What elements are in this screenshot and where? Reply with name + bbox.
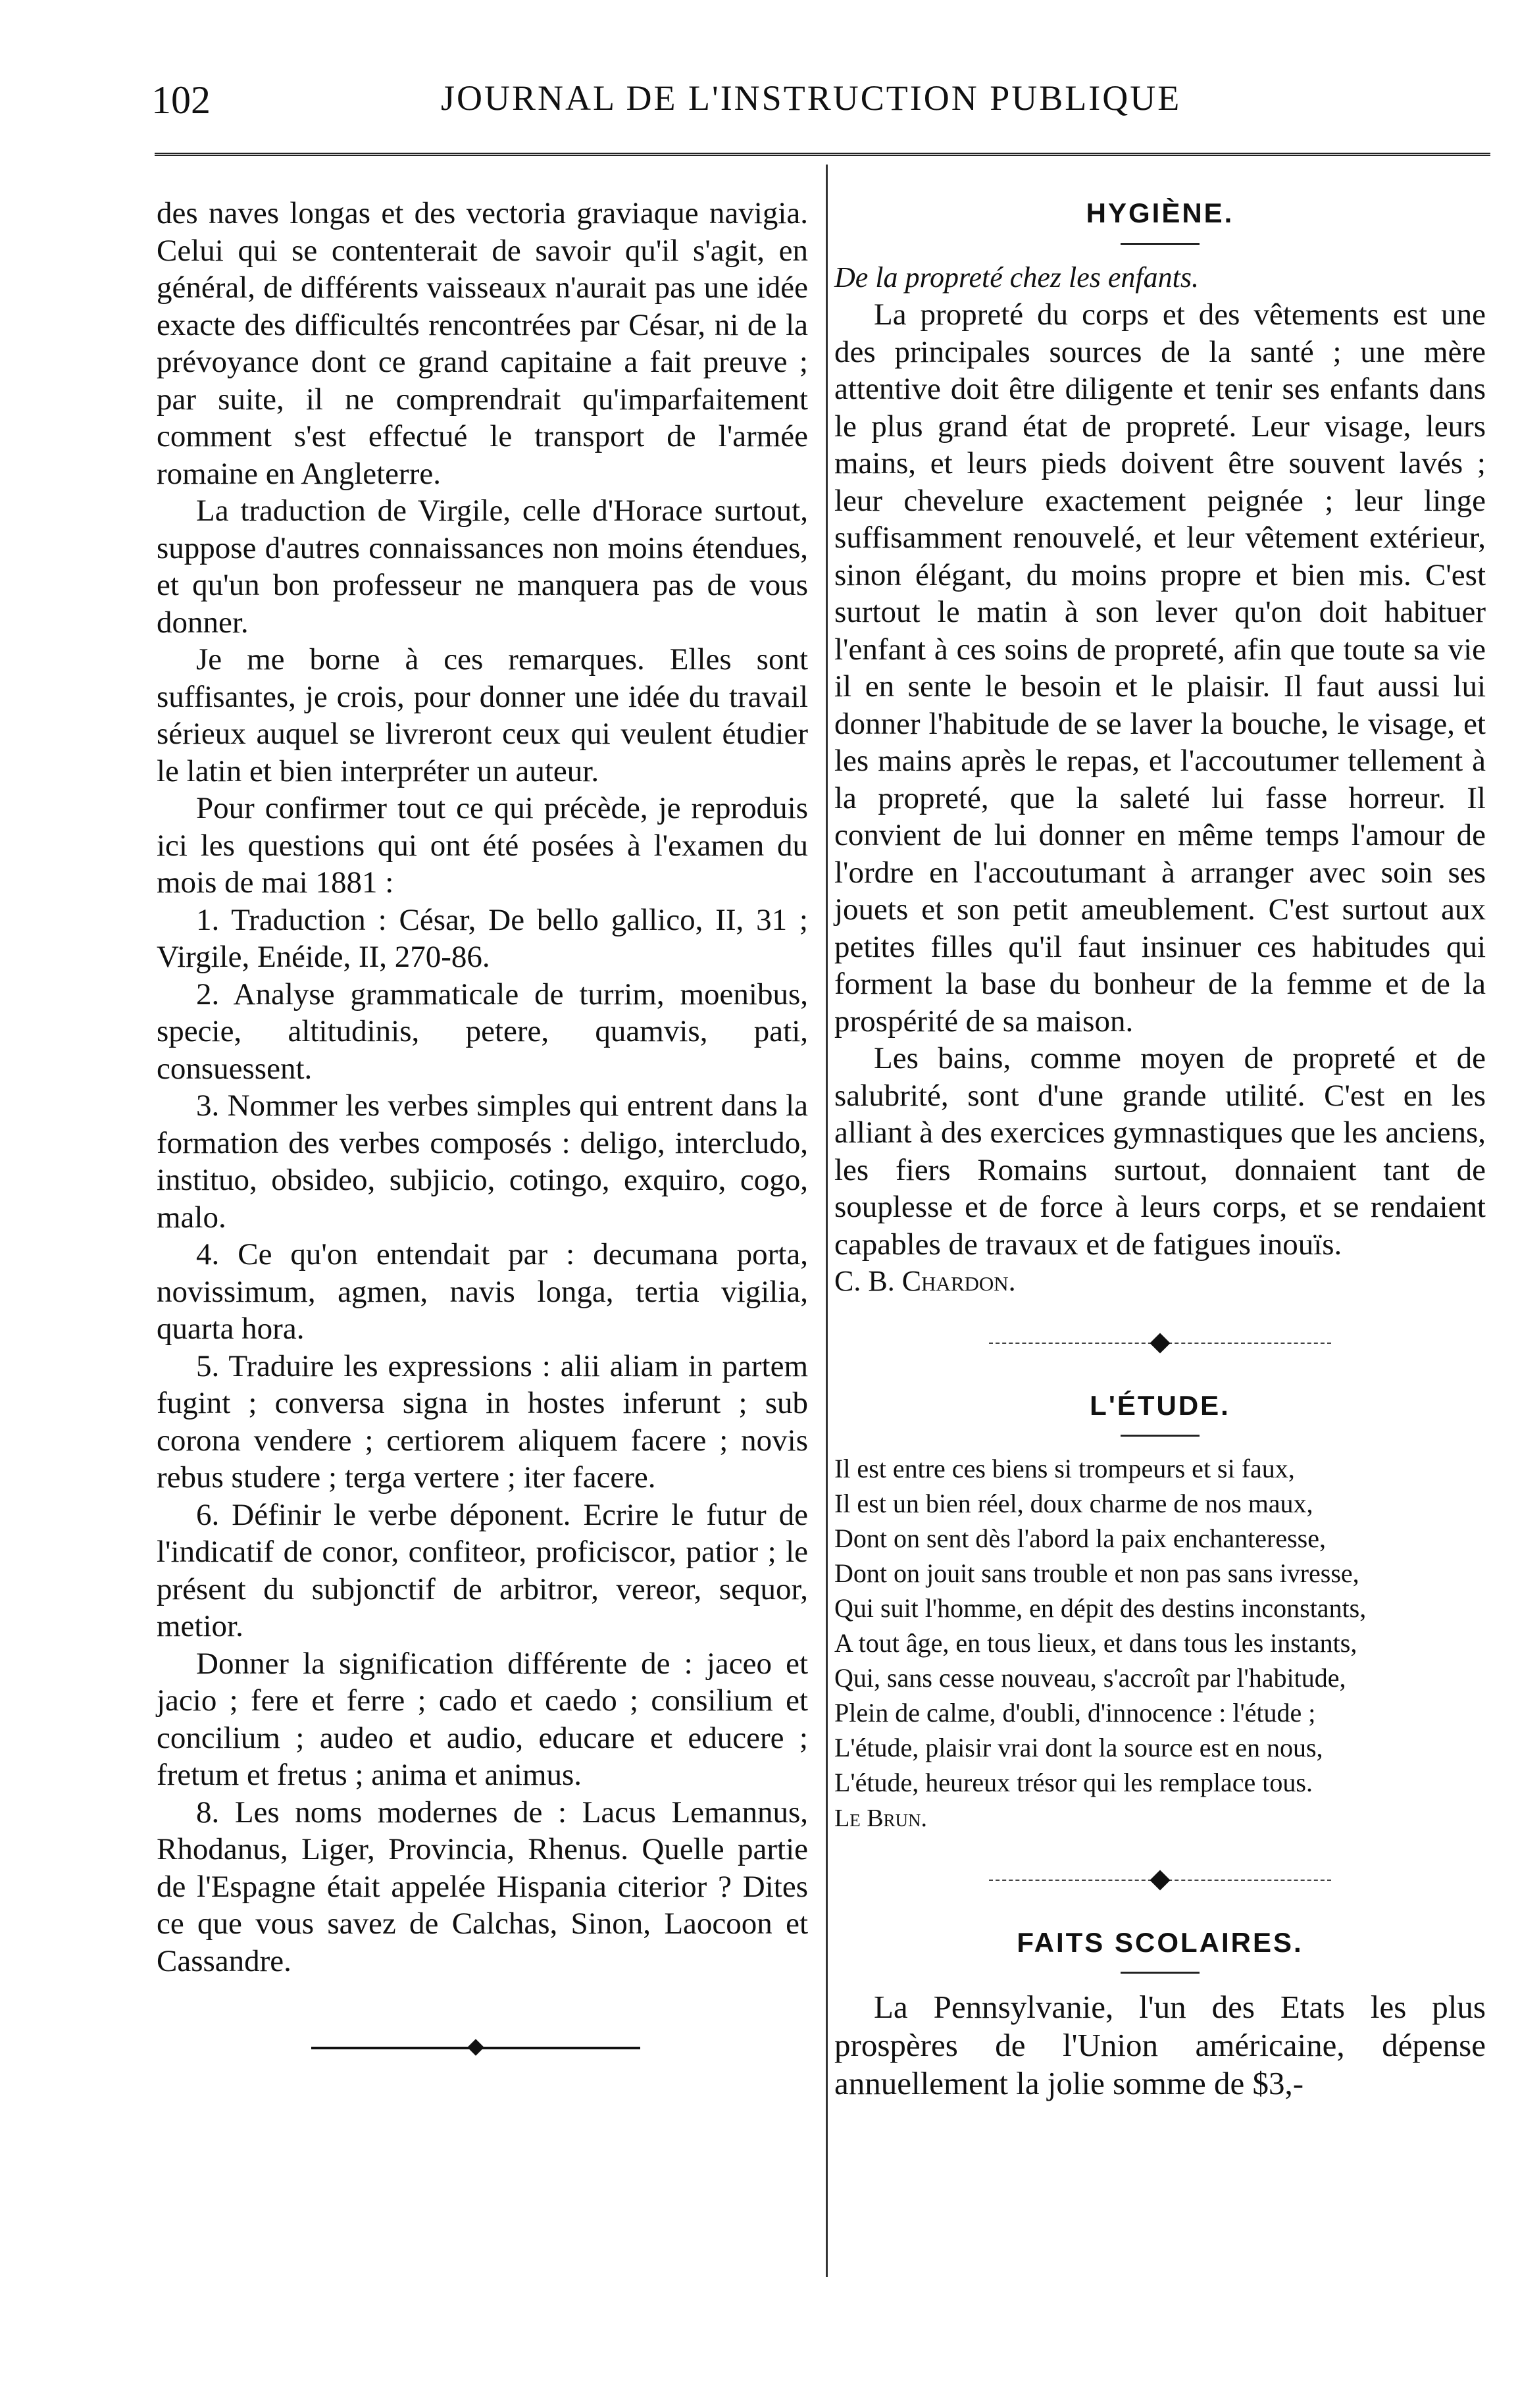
hygiene-subtitle: De la propreté chez les enfants. [834, 261, 1199, 294]
diamond-icon [1150, 1870, 1170, 1890]
right-column [834, 195, 1486, 2103]
exam-question-8: 8. Les noms modernes de : Lacus Lemannus, Rhodanus, Liger, Provincia, Rhenus. Quelle partie de l'Espagne était appelée Hispania citerior ? Dites ce que vous savez de Calchas, Sinon, Laocoon et Cassandre. [157, 1795, 808, 1978]
hygiene-title: HYGIÈNE. [1086, 197, 1234, 228]
poem-verse: Il est entre ces biens si trompeurs et si faux, [834, 1454, 1295, 1483]
hygiene-signature: C. B. Chardon. [834, 1265, 1016, 1297]
poem-verse: L'étude, plaisir vrai dont la source est en nous, [834, 1733, 1323, 1762]
header-rule [155, 153, 1490, 156]
page-number: 102 [151, 78, 211, 122]
faits-title: FAITS SCOLAIRES. [1017, 1926, 1303, 1958]
left-paragraph-3: Je me borne à ces remarques. Elles sont suffisantes, je crois, pour donner une idée du travail sérieux auquel se livreront ceux qui veulent étudier le latin et bien interpréter un auteur. [157, 642, 808, 788]
journal-title: JOURNAL DE L'INSTRUCTION PUBLIQUE [441, 78, 1182, 118]
exam-question-4: 4. Ce qu'on entendait par : decumana porta, novissimum, agmen, navis longa, tertia vigilia, quarta hora. [157, 1237, 808, 1346]
diamond-icon [467, 2039, 484, 2055]
hygiene-paragraph-2: Les bains, comme moyen de propreté et de salubrité, sont d'une grande utilité. C'est en les alliant à des exercices gymnastiques que les anciens, les fiers Romains surtout, donnaient tant de souplesse et de force à leurs corps, et se rendaient capables de travaux et de fatigues inouïs. [834, 1041, 1486, 1262]
end-ornament [311, 2039, 640, 2059]
etude-title: L'ÉTUDE. [1090, 1389, 1230, 1421]
section-ornament [989, 1331, 1331, 1357]
exam-question-6: 6. Définir le verbe déponent. Ecrire le futur de l'indicatif de conor, confiteor, proficiscor, patior ; le présent du subjonctif de arbitror, vereor, sequor, metior. [157, 1497, 808, 1643]
exam-question-1: 1. Traduction : César, De bello gallico, II, 31 ; Virgile, Enéide, II, 270-86. [157, 902, 808, 974]
title-rule [1121, 243, 1200, 245]
faits-paragraph-1: La Pennsylvanie, l'un des Etats les plus prospères de l'Union américaine, dépense annuellement la jolie somme de $3,- [834, 1989, 1486, 2101]
diamond-icon [1150, 1333, 1170, 1353]
poem-author: Le Brun. [834, 1805, 928, 1832]
poem-verse: Dont on sent dès l'abord la paix enchanteresse, [834, 1524, 1326, 1553]
poem-verse: Il est un bien réel, doux charme de nos maux, [834, 1489, 1313, 1518]
poem-verse: Qui, sans cesse nouveau, s'accroît par l'habitude, [834, 1663, 1346, 1693]
left-paragraph-1: des naves longas et des vectoria graviaque navigia. Celui qui se contenterait de savoir qu'il s'agit, en général, de différents vaisseaux n'aurait pas une idée exacte des difficultés rencontrées par César, ni de la prévoyance dont ce grand capitaine a fait preuve ; par suite, il ne comprendrait qu'imparfaitement comment s'est effectué le transport de l'armée romaine en Angleterre. [157, 196, 808, 491]
title-rule [1121, 1435, 1200, 1437]
left-column [157, 195, 808, 2059]
hygiene-paragraph-1: La propreté du corps et des vêtements est une des principales sources de la santé ; une mère attentive doit être diligente et tenir ses enfants dans le plus grand état de propreté. Leur visage, leurs mains, et leurs pieds doivent être souvent lavés ; leur chevelure exactement peignée ; leur linge suffisamment renouvelé, et leur vêtement extérieur, sinon élégant, du moins propre et bien mis. C'est surtout le matin à son lever qu'on doit habituer l'enfant à ces soins de propreté, afin que toute sa vie il en sente le besoin et le plaisir. Il faut aussi lui donner l'habitude de se laver la bouche, le visage, et les mains après le repas, et l'accoutumer tellement à la propreté, que la saleté lui fasse horreur. Il convient de lui donner en même temps l'amour de l'ordre en l'accoutumant à arranger avec soin ses jouets et son petit ameublement. C'est surtout aux petites filles qu'il faut insinuer ces habitudes qui forment la base du bonheur de la femme et de la prospérité de sa maison. [834, 297, 1486, 1038]
etude-poem [834, 1451, 1486, 1800]
left-paragraph-2: La traduction de Virgile, celle d'Horace surtout, suppose d'autres connaissances non moins étendues, et qu'un bon professeur ne manquera pas de vous donner. [157, 494, 808, 640]
poem-verse: A tout âge, en tous lieux, et dans tous les instants, [834, 1628, 1357, 1658]
poem-verse: L'étude, heureux trésor qui les remplace tous. [834, 1768, 1313, 1797]
section-ornament [989, 1868, 1331, 1894]
running-head [151, 78, 1204, 137]
exam-question-5: 5. Traduire les expressions : alii aliam in partem fugint ; conversa signa in hostes inferunt ; sub corona vendere ; certiorem aliquem facere ; novis rebus studere ; terga vertere ; iter facere. [157, 1348, 808, 1495]
poem-verse: Plein de calme, d'oubli, d'innocence : l'étude ; [834, 1698, 1316, 1728]
poem-verse: Dont on jouit sans trouble et non pas sans ivresse, [834, 1558, 1359, 1588]
title-rule [1121, 1972, 1200, 1974]
poem-verse: Qui suit l'homme, en dépit des destins inconstants, [834, 1593, 1367, 1623]
exam-question-2: 2. Analyse grammaticale de turrim, moenibus, specie, altitudinis, petere, quamvis, pati, consuessent. [157, 977, 808, 1086]
exam-question-7: Donner la signification différente de : jaceo et jacio ; fere et ferre ; cado et caedo ; consilium et concilium ; audeo et audio, educare et educere ; fretum et fretus ; anima et animus. [157, 1646, 808, 1792]
exam-question-3: 3. Nommer les verbes simples qui entrent dans la formation des verbes composés : deligo, intercludo, instituo, obsideo, subjicio, cotingo, exquiro, cogo, malo. [157, 1089, 808, 1235]
left-paragraph-4: Pour confirmer tout ce qui précède, je reproduis ici les questions qui ont été posées à l'examen du mois de mai 1881 : [157, 791, 808, 900]
column-divider [826, 165, 828, 2277]
